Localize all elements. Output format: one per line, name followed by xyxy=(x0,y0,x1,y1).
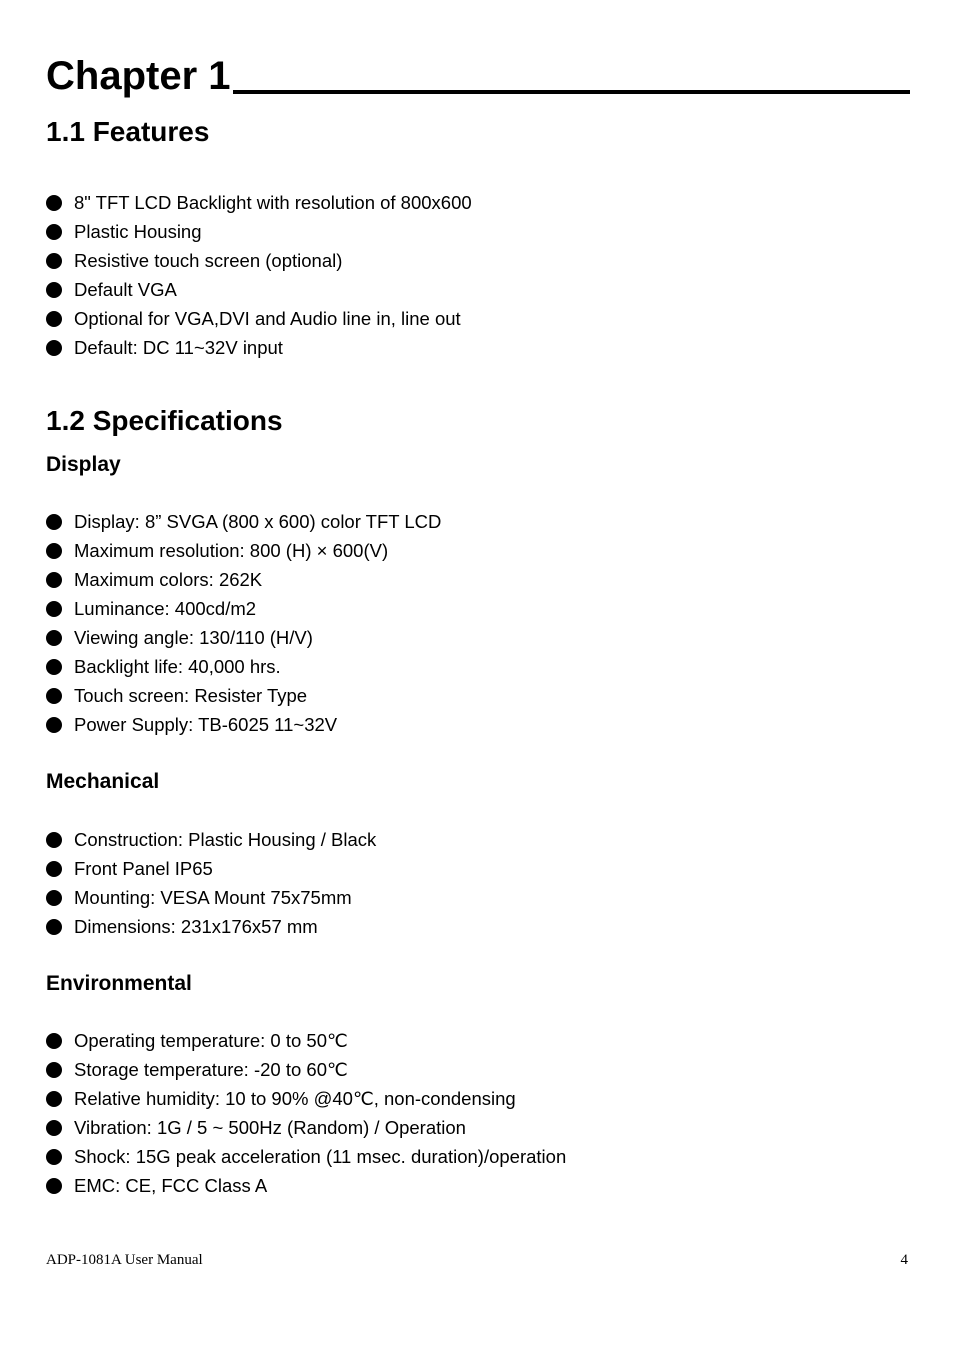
features-heading: 1.1 Features xyxy=(46,116,210,147)
list-item xyxy=(46,825,376,854)
chapter-rule xyxy=(233,90,911,94)
list-item-text: Dimensions: 231x176x57 mm xyxy=(74,915,318,937)
bullet-icon xyxy=(46,630,62,646)
bullet-icon xyxy=(46,1178,62,1194)
list-item xyxy=(46,1113,566,1142)
list-item xyxy=(46,507,441,536)
list-item-text: Operating temperature: 0 to 50℃ xyxy=(74,1029,348,1051)
list-item xyxy=(46,1026,566,1055)
list-item-text: Plastic Housing xyxy=(74,220,202,242)
bullet-icon xyxy=(46,1120,62,1136)
mechanical-heading: Mechanical xyxy=(46,770,160,793)
list-item-text: Touch screen: Resister Type xyxy=(74,684,308,706)
environmental-heading: Environmental xyxy=(46,972,192,995)
list-item-text: Mounting: VESA Mount 75x75mm xyxy=(74,886,352,908)
list-item xyxy=(46,623,441,652)
mechanical-list xyxy=(46,825,376,941)
list-item xyxy=(46,188,472,217)
list-item-text: Maximum resolution: 800 (H) × 600(V) xyxy=(74,539,389,561)
list-item-text: Storage temperature: -20 to 60℃ xyxy=(74,1058,348,1080)
list-item xyxy=(46,883,376,912)
list-item xyxy=(46,1142,566,1171)
list-item-text: Display: 8” SVGA (800 x 600) color TFT LCD xyxy=(74,510,442,532)
list-item-text: Construction: Plastic Housing / Black xyxy=(74,828,377,850)
list-item xyxy=(46,652,441,681)
features-list xyxy=(46,188,472,362)
bullet-icon xyxy=(46,543,62,559)
list-item-text: Front Panel IP65 xyxy=(74,857,213,879)
bullet-icon xyxy=(46,890,62,906)
list-item-text: EMC: CE, FCC Class A xyxy=(74,1174,268,1196)
list-item-text: Viewing angle: 130/110 (H/V) xyxy=(74,626,313,648)
list-item-text: Default: DC 11~32V input xyxy=(74,336,283,358)
list-item-text: Shock: 15G peak acceleration (11 msec. duration)/operation xyxy=(74,1145,567,1167)
display-list xyxy=(46,507,441,739)
footer-page-number: 4 xyxy=(900,1252,908,1268)
list-item xyxy=(46,333,472,362)
list-item xyxy=(46,565,441,594)
bullet-icon xyxy=(46,832,62,848)
list-item xyxy=(46,681,441,710)
list-item-text: Vibration: 1G / 5 ~ 500Hz (Random) / Operation xyxy=(74,1116,466,1138)
list-item-text: Luminance: 400cd/m2 xyxy=(74,597,257,619)
list-item xyxy=(46,1171,566,1200)
list-item xyxy=(46,912,376,941)
list-item xyxy=(46,710,441,739)
bullet-icon xyxy=(46,688,62,704)
footer-manual-name: ADP-1081A User Manual xyxy=(46,1252,203,1268)
bullet-icon xyxy=(46,282,62,298)
list-item xyxy=(46,854,376,883)
chapter-header xyxy=(46,52,910,100)
list-item-text: 8" TFT LCD Backlight with resolution of 800x600 xyxy=(74,191,472,213)
list-item-text: Backlight life: 40,000 hrs. xyxy=(74,655,281,677)
chapter-title: Chapter 1 xyxy=(46,54,231,98)
list-item xyxy=(46,304,472,333)
bullet-icon xyxy=(46,601,62,617)
bullet-icon xyxy=(46,572,62,588)
list-item xyxy=(46,217,472,246)
list-item-text: Maximum colors: 262K xyxy=(74,568,263,590)
list-item-text: Relative humidity: 10 to 90% @40℃, non-condensing xyxy=(74,1087,516,1109)
bullet-icon xyxy=(46,717,62,733)
bullet-icon xyxy=(46,253,62,269)
list-item xyxy=(46,246,472,275)
bullet-icon xyxy=(46,224,62,240)
list-item xyxy=(46,275,472,304)
list-item-text: Resistive touch screen (optional) xyxy=(74,249,343,271)
environmental-list xyxy=(46,1026,566,1200)
bullet-icon xyxy=(46,340,62,356)
list-item xyxy=(46,594,441,623)
bullet-icon xyxy=(46,861,62,877)
bullet-icon xyxy=(46,1091,62,1107)
list-item-text: Default VGA xyxy=(74,278,177,300)
bullet-icon xyxy=(46,919,62,935)
bullet-icon xyxy=(46,311,62,327)
bullet-icon xyxy=(46,514,62,530)
list-item-text: Optional for VGA,DVI and Audio line in, line out xyxy=(74,307,461,329)
bullet-icon xyxy=(46,195,62,211)
list-item-text: Power Supply: TB-6025 11~32V xyxy=(74,713,338,735)
display-heading: Display xyxy=(46,453,121,476)
list-item xyxy=(46,1084,566,1113)
bullet-icon xyxy=(46,1149,62,1165)
bullet-icon xyxy=(46,659,62,675)
bullet-icon xyxy=(46,1062,62,1078)
bullet-icon xyxy=(46,1033,62,1049)
list-item xyxy=(46,536,441,565)
list-item xyxy=(46,1055,566,1084)
specifications-heading: 1.2 Specifications xyxy=(46,405,283,436)
